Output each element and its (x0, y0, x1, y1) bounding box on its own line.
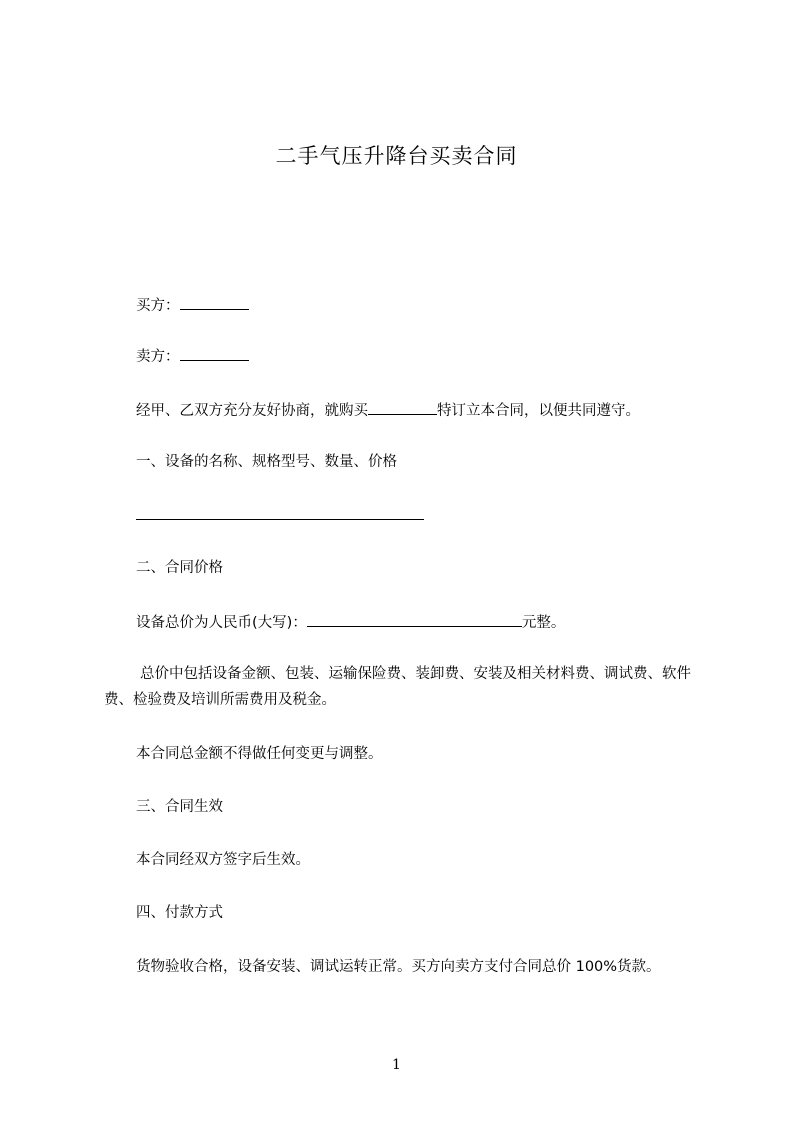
intro-text-before: 经甲、乙双方充分友好协商，就购买 (136, 403, 368, 419)
price-blank (307, 611, 522, 627)
price-label: 设备总价为人民币(大写)： (136, 615, 307, 631)
price-includes-paragraph: 总价中包括设备金额、包装、运输保险费、装卸费、安装及相关材料费、调试费、软件费、检验费及培训所需费用及税金。 (104, 666, 691, 708)
section4-heading: 四、付款方式 (136, 905, 223, 921)
seller-blank (180, 345, 249, 361)
effective-text: 本合同经双方签字后生效。 (136, 852, 310, 868)
intro-line (136, 399, 640, 421)
price-suffix: 元整。 (521, 615, 566, 631)
document-title: 二手气压升降台买卖合同 (275, 144, 518, 168)
buyer-blank (180, 294, 249, 310)
intro-text-after: 特订立本合同，以便共同遵守。 (437, 403, 640, 419)
equipment-blank-line (136, 519, 424, 520)
seller-line (136, 345, 249, 367)
price-line (136, 611, 565, 633)
page-number: 1 (392, 1057, 401, 1073)
seller-label: 卖方： (136, 349, 180, 365)
no-change-text: 本合同总金额不得做任何变更与调整。 (136, 746, 383, 762)
section1-heading: 一、设备的名称、规格型号、数量、价格 (136, 454, 397, 470)
section3-heading: 三、合同生效 (136, 799, 223, 815)
section2-heading: 二、合同价格 (136, 560, 223, 576)
payment-text: 货物验收合格，设备安装、调试运转正常。买方向卖方支付合同总价 100%货款。 (136, 959, 661, 975)
buyer-line (136, 294, 249, 316)
intro-blank (368, 399, 437, 415)
buyer-label: 买方： (136, 298, 180, 314)
